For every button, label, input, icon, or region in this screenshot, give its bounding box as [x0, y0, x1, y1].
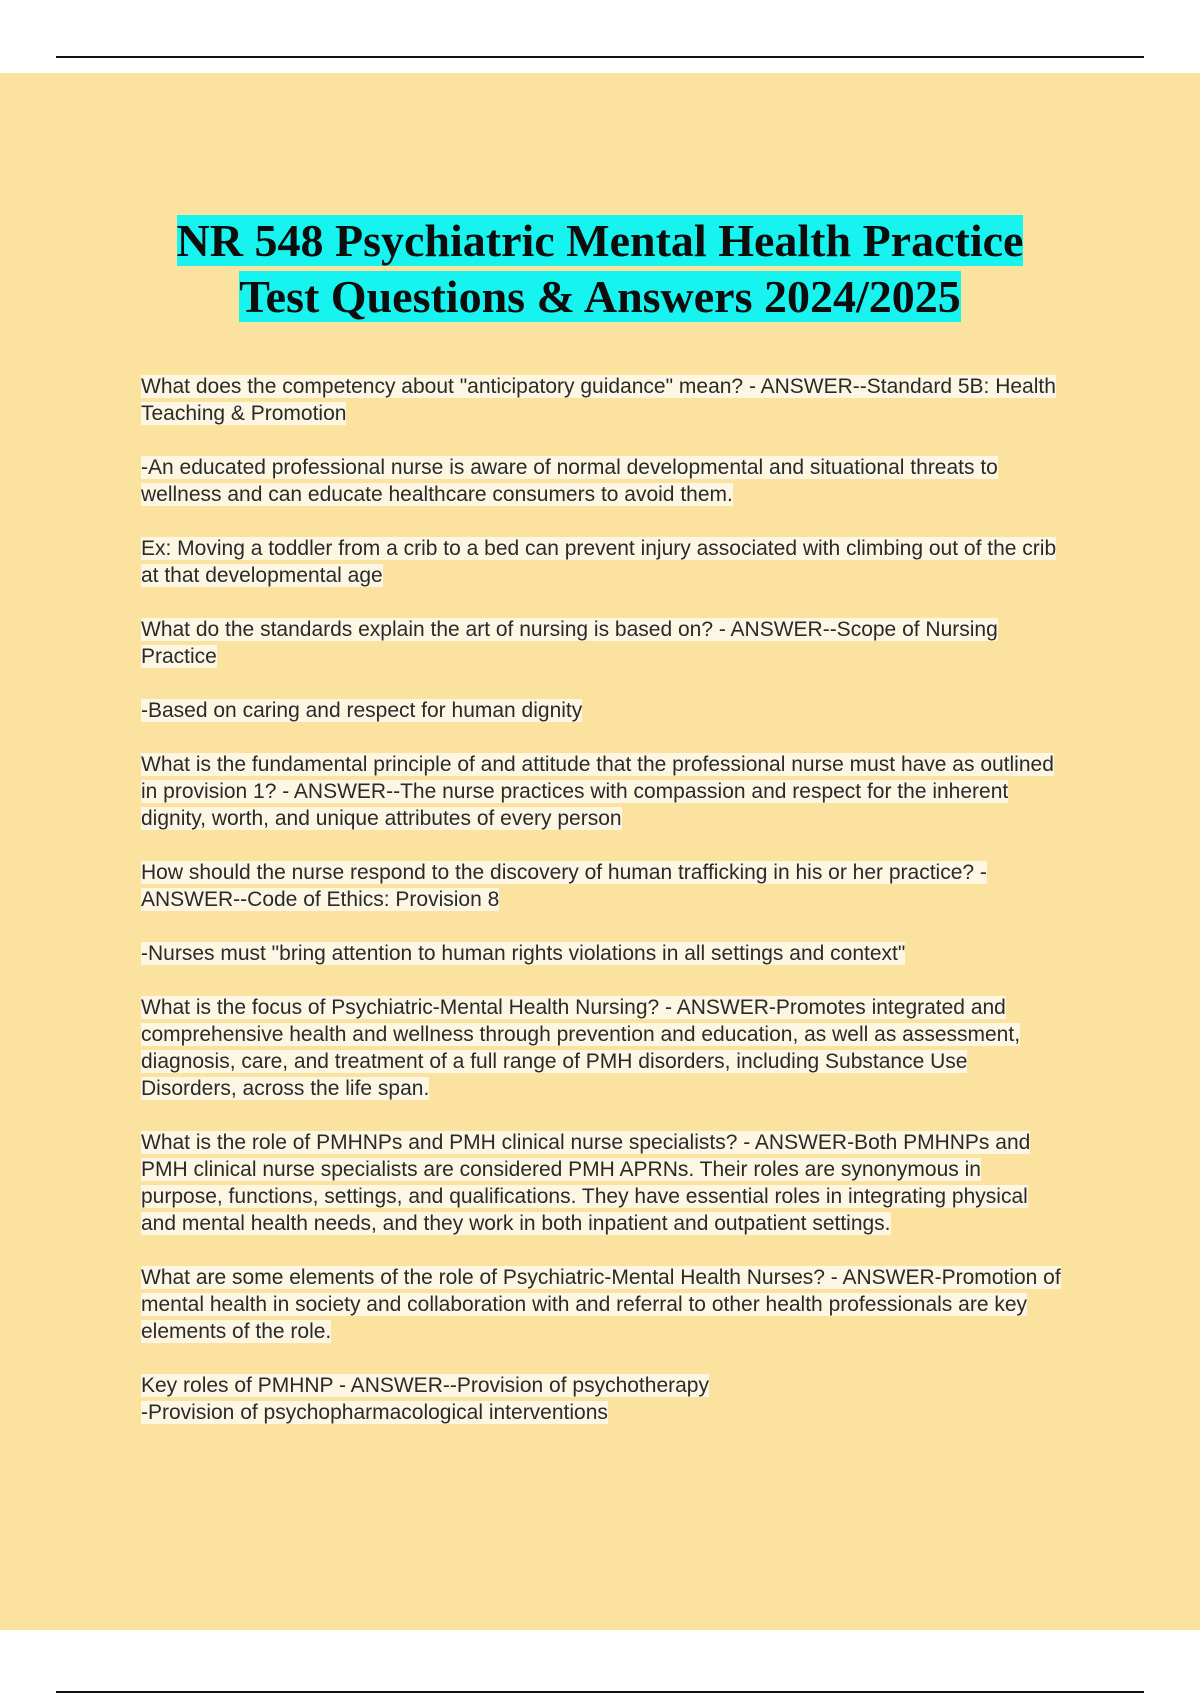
paragraph [141, 535, 1061, 589]
paragraph [141, 751, 1061, 832]
paragraph [141, 1264, 1061, 1345]
document-page [0, 73, 1200, 1630]
paragraph [141, 940, 1061, 967]
paragraph [141, 373, 1061, 427]
paragraph-text: What is the fundamental principle of and attitude that the professional nurse must have as outlined in provision 1? - ANSWER--The nurse practices with compassion and respect for the inherent dignity, worth, and unique attributes of every person [141, 753, 1054, 830]
paragraph-text: -Based on caring and respect for human dignity [141, 699, 583, 722]
paragraph-text: -Nurses must "bring attention to human rights violations in all settings and context" [141, 942, 906, 965]
paragraph [141, 697, 1061, 724]
paragraph-text: How should the nurse respond to the discovery of human trafficking in his or her practice? - ANSWER--Code of Ethics: Provision 8 [141, 861, 987, 911]
paragraph-text: What is the focus of Psychiatric-Mental Health Nursing? - ANSWER-Promotes integrated and comprehensive health and wellness through prevention and education, as well as assessment, diagnosis, care, and treatment of a full range of PMH disorders, including Substance Use Disorders, across the life span. [141, 996, 1021, 1100]
paragraph [141, 616, 1061, 670]
paragraph-text: -An educated professional nurse is aware of normal developmental and situational threats to wellness and can educate healthcare consumers to avoid them. [141, 456, 998, 506]
top-rule [56, 56, 1144, 58]
paragraph [141, 1129, 1061, 1237]
paragraph-text: What are some elements of the role of Psychiatric-Mental Health Nurses? - ANSWER-Promotion of mental health in society and collaboration with and referral to other health professionals are key elements of the role. [141, 1266, 1061, 1343]
page-title [0, 213, 1200, 325]
paragraph [141, 454, 1061, 508]
title-line-1: NR 548 Psychiatric Mental Health Practice [176, 215, 1024, 266]
paragraph-text: Ex: Moving a toddler from a crib to a bed can prevent injury associated with climbing out of the crib at that developmental age [141, 537, 1057, 587]
bottom-rule [56, 1691, 1144, 1693]
last-item-line-2: -Provision of psychopharmacological interventions [141, 1401, 608, 1424]
last-item-line-1: Key roles of PMHNP - ANSWER--Provision of psychotherapy [141, 1374, 709, 1397]
paragraph-text: What does the competency about "anticipatory guidance" mean? - ANSWER--Standard 5B: Health Teaching & Promotion [141, 375, 1056, 425]
last-paragraph [141, 1372, 1061, 1426]
paragraph [141, 859, 1061, 913]
title-line-2: Test Questions & Answers 2024/2025 [239, 271, 961, 322]
paragraph-text: What do the standards explain the art of nursing is based on? - ANSWER--Scope of Nursing Practice [141, 618, 998, 668]
paragraph [141, 994, 1061, 1102]
paragraph-text: What is the role of PMHNPs and PMH clinical nurse specialists? - ANSWER-Both PMHNPs and PMH clinical nurse specialists are considered PMH APRNs. Their roles are synonymous in purpose, functions, settings, and qualifications. They have essential roles in integrating physical and mental health needs, and they work in both inpatient and outpatient settings. [141, 1131, 1031, 1235]
qa-content [141, 373, 1061, 1453]
